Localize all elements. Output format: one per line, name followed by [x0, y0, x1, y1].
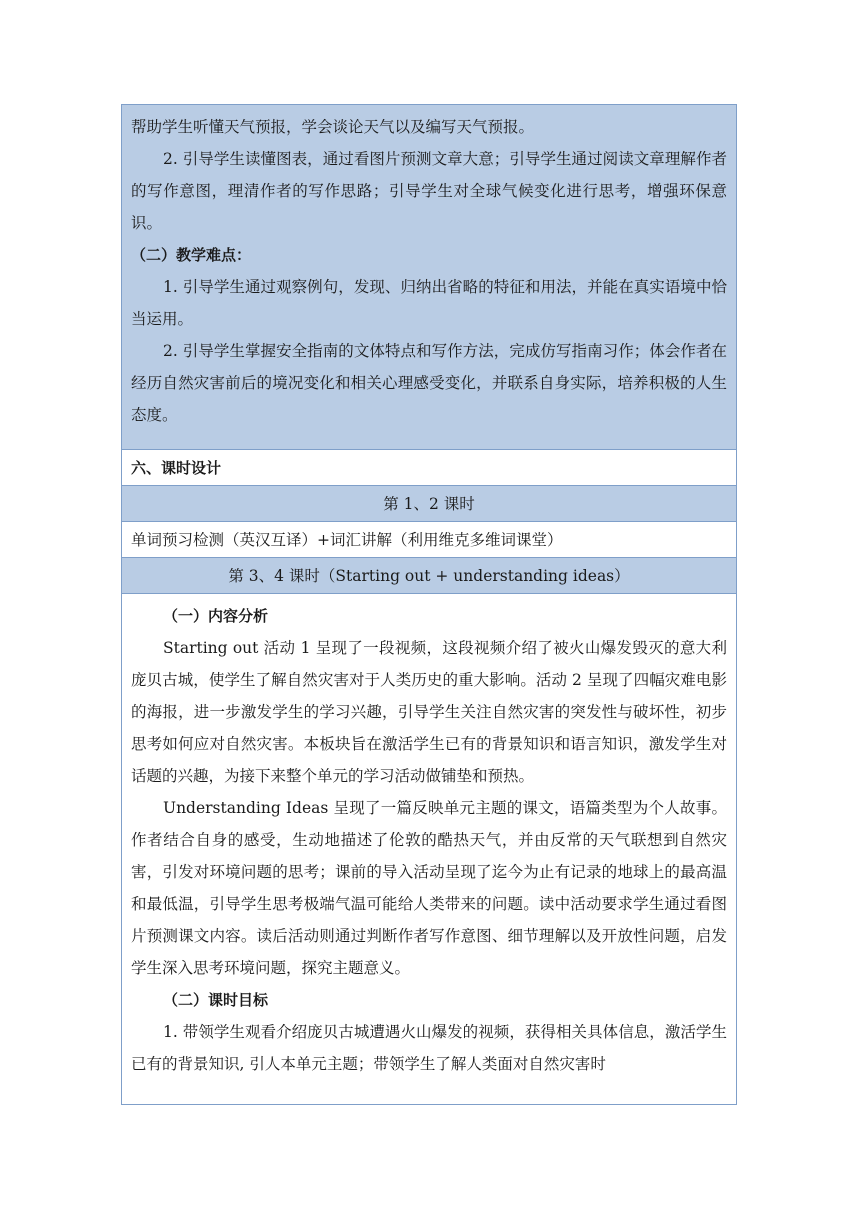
difficulty-item-2: 2. 引导学生掌握安全指南的文体特点和写作方法，完成仿写指南习作；体会作者在经历自然灾害前后的境况变化和相关心理感受变化，并联系自身实际，培养积极的人生态度。 — [131, 342, 727, 424]
section-six-row — [122, 450, 736, 486]
goal-line-continuation: 帮助学生听懂天气预报，学会谈论天气以及编写天气预报。 — [131, 118, 535, 136]
content-cell — [122, 594, 736, 1104]
content-row — [122, 594, 736, 1104]
period-1-2-label: 第 1、2 课时 — [383, 494, 475, 513]
lesson-plan-table — [121, 104, 737, 1105]
goal-item-2: 2. 引导学生读懂图表，通过看图片预测文章大意；引导学生通过阅读文章理解作者的写作意图，理清作者的写作思路；引导学生对全球气候变化进行思考，增强环保意识。 — [131, 150, 727, 232]
teaching-goals-cell — [122, 105, 736, 449]
vocab-text: 单词预习检测（英汉互译）+词汇讲解（利用维克多维词课堂） — [131, 530, 563, 549]
period-3-4-label: 第 3、4 课时（Starting out + understanding ideas） — [228, 566, 630, 585]
objectives-heading: （二）课时目标 — [163, 991, 269, 1009]
analysis-heading: （一）内容分析 — [163, 607, 269, 625]
section-six-title: 六、课时设计 — [131, 459, 222, 477]
objective-item-1: 1. 带领学生观看介绍庞贝古城遭遇火山爆发的视频，获得相关具体信息，激活学生已有的背景知识, 引人本单元主题；带领学生了解人类面对自然灾害时 — [131, 1023, 727, 1073]
understanding-ideas-paragraph: Understanding Ideas 呈现了一篇反映单元主题的课文，语篇类型为个人故事。作者结合自身的感受，生动地描述了伦敦的酷热天气，并由反常的天气联想到自然灾害，引发对环境问题的思考；课前的导入活动呈现了迄今为止有记录的地球上的最高温和最低温，引导学生思考极端气温可能给人类带来的问题。读中活动要求学生通过看图片预测课文内容。读后活动则通过判断作者写作意图、细节理解以及开放性问题，启发学生深入思考环境问题，探究主题意义。 — [131, 799, 727, 977]
difficulty-item-1: 1. 引导学生通过观察例句，发现、归纳出省略的特征和用法，并能在真实语境中恰当运用。 — [131, 278, 727, 328]
starting-out-paragraph: Starting out 活动 1 呈现了一段视频，这段视频介绍了被火山爆发毁灭的意大利庞贝古城，使学生了解自然灾害对于人类历史的重大影响。活动 2 呈现了四幅灾难电影的海报，进一步激发学生的学习兴趣，引导学生关注自然灾害的突发性与破坏性，初步思考如何应对自然灾害。本板块旨在激活学生已有的背景知识和语言知识，激发学生对话题的兴趣，为接下来整个单元的学习活动做铺垫和预热。 — [131, 639, 727, 785]
period-3-4-row — [122, 558, 736, 594]
teaching-goals-row — [122, 105, 736, 450]
difficulty-heading: （二）教学难点： — [131, 246, 252, 264]
vocab-row — [122, 522, 736, 558]
period-1-2-row — [122, 486, 736, 522]
